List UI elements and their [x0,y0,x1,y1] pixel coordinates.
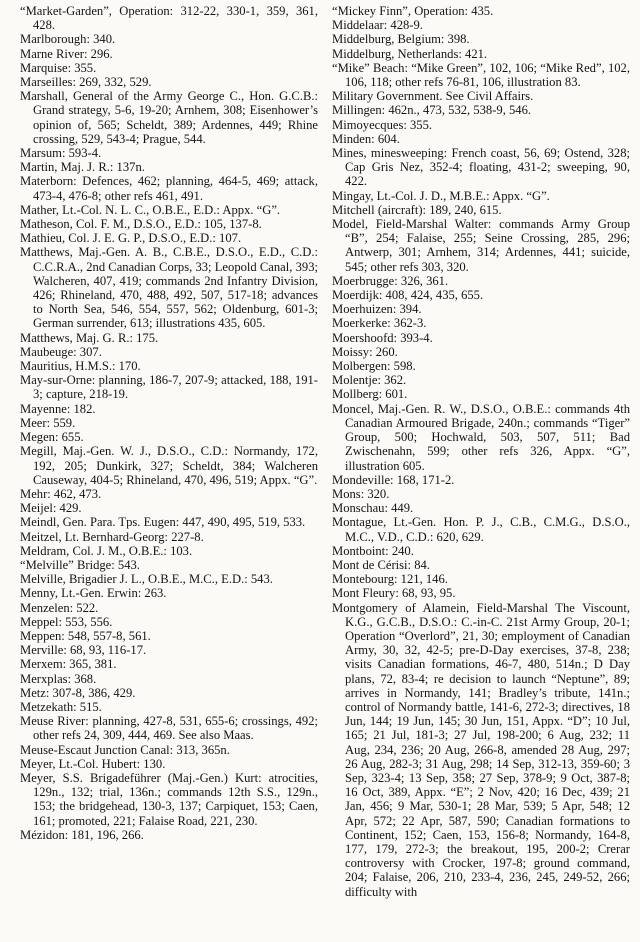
index-entry: “Mickey Finn”, Operation: 435. [332,4,494,18]
index-entry: Marlborough: 340. [20,32,116,47]
index-entry: Matthews, Maj. G. R.: 175. [20,330,159,345]
index-entry: Mather, Lt.-Col. N. L. C., O.B.E., E.D.: Appx. “G”. [20,202,281,217]
index-entry: Millingen: 462n., 473, 532, 538-9, 546. [332,103,532,118]
index-entry: Montebourg: 121, 146. [332,572,448,587]
index-entry: Melville, Brigadier J. L., O.B.E., M.C., E.D.: 543. [20,572,273,587]
index-entry: Moerkerke: 362-3. [332,316,427,331]
index-entry: Moerhuizen: 394. [332,302,422,317]
index-entry: Merxem: 365, 381. [20,657,117,672]
index-entry: Merville: 68, 93, 116-17. [20,643,147,658]
index-entry: Moershoofd: 393-4. [332,330,433,345]
index-entry: Mitchell (aircraft): 189, 240, 615. [332,202,502,217]
index-entry: Montgomery of Alamein, Field-Marshal The Viscount, K.G., G.C.B., D.S.O.: C.-in-C. 21st Army Group, 20-1; Operation “Overlord”, 21, 30; employment of Canadian Army, 30, 32, 42-5; pre-D-Day exercises, 37-8, 238; visits Canadian formations, 46-7, 480, 514n.; D Day plans, 72, 83-4; re decision to launch “Neptune”, 89; arrives in Normandy, 141; Bradley’s tribute, 141n.; control of Normandy battle, 141-6, 272-3; directives, 18 Jun, 144; 19 Jun, 145; 30 Jun, 151, Appx. “D”; 10 Jul, 165; 21 Jul, 181-3; 27 Jul, 198-200; 6 Aug, 232; 11 Aug, 234, 236; 20 Aug, 266-8, amended 28 Aug, 297; 26 Aug, 282-3; 31 Aug, 298; 14 Sep, 312-13, 359-60; 3 Sep, 323-4; 13 Sep, 358; 27 Sep, 378-9; 9 Oct, 387-8; 16 Oct, 389, Appx. “E”; 2 Nov, 420; 16 Dec, 439; 21 Jan, 456; 9 Mar, 530-1; 28 Mar, 539; 5 Apr, 548; 12 Apr, 572; 22 Apr, 587, 590; Canadian formations to Continent, 152; Caen, 153, 156-8; Normandy, 164-8, 177, 179, 272-3; the breakout, 195, 200-2; Crerar controversy with Crocker, 197-8; ground command, 204; Falaise, 206, 210, 233-4, 236, 245, 249-52, 266; difficulty with [332,600,630,899]
index-entry: Menny, Lt.-Gen. Erwin: 263. [20,586,167,601]
index-entry: Minden: 604. [332,131,400,146]
index-entry: Moerdijk: 408, 424, 435, 655. [332,288,484,303]
index-entry: Military Government. See Civil Affairs. [332,89,534,104]
index-entry: Mézidon: 181, 196, 266. [20,827,144,842]
index-entry: Mimoyecques: 355. [332,117,433,132]
index-entry: Monschau: 449. [332,501,414,516]
index-entry: Merxplas: 368. [20,671,97,686]
index-entry: Marne River: 296. [20,46,113,61]
index-entry: Moncel, Maj.-Gen. R. W., D.S.O., O.B.E.: commands 4th Canadian Armoured Brigade, 240n.; commands “Tiger” Group, 500; Hochwald, 503, 507, 511; Bad Zwischenahn, 599; other refs 326, Appx. “G”, illustration 605. [332,401,630,473]
index-entry: Mayenne: 182. [20,401,96,416]
index-entry: Matthews, Maj.-Gen. A. B., C.B.E., D.S.O., E.D., C.D.: C.C.R.A., 2nd Canadian Corps, 33; Leopold Canal, 393; Walcheren, 407, 419; commands 2nd Infantry Division, 426; Rhineland, 470, 488, 492, 507, 517-18; advances to North Sea, 546, 554, 557, 562; Oldenburg, 601-3; German surrender, 613; illustrations 435, 605. [20,245,318,331]
index-entry: Moerbrugge: 326, 361. [332,273,449,288]
index-entry: Megen: 655. [20,430,84,445]
index-entry: Matheson, Col. F. M., D.S.O., E.D.: 105, 137-8. [20,217,262,232]
index-entry: “Market-Garden”, Operation: 312-22, 330-1, 359, 361, 428. [20,4,318,33]
index-entry: Meijel: 429. [20,501,82,516]
index-column-right [332,4,630,942]
index-entry: Marseilles: 269, 332, 529. [20,75,152,90]
index-entry: “Mike” Beach: “Mike Green”, 102, 106; “Mike Red”, 102, 106, 118; other refs 76-81, 106, illustration 83. [332,60,630,90]
index-entry: Montboint: 240. [332,543,414,558]
index-entry: Marshall, General of the Army George C., Hon. G.C.B.: Grand strategy, 5-6, 19-20; Arnhem, 308; Eisenhower’s opinion of, 565; Scheldt, 389; Ardennes, 449; Rhine crossing, 529, 543-4; Prague, 544. [20,89,318,146]
index-entry: “Melville” Bridge: 543. [20,557,140,572]
index-entry: May-sur-Orne: planning, 186-7, 207-9; attacked, 188, 191-3; capture, 218-19. [20,373,318,402]
index-entry: Meuse-Escaut Junction Canal: 313, 365n. [20,742,230,757]
index-entry: Maubeuge: 307. [20,344,102,359]
index-entry: Moissy: 260. [332,344,398,359]
index-entry: Mollberg: 601. [332,387,408,402]
index-entry: Metzekath: 515. [20,699,102,714]
index-entry: Mingay, Lt.-Col. J. D., M.B.E.: Appx. “G”. [332,188,550,203]
index-entry: Meyer, Lt.-Col. Hubert: 130. [20,756,166,771]
index-entry: Marquise: 355. [20,60,97,75]
index-entry: Mathieu, Col. J. E. G. P., D.S.O., E.D.: 107. [20,231,242,246]
index-entry: Mont Fleury: 68, 93, 95. [332,586,456,601]
index-entry: Meindl, Gen. Para. Tps. Eugen: 447, 490, 495, 519, 533. [20,515,306,530]
index-entry: Mehr: 462, 473. [20,486,102,501]
index-entry: Molentje: 362. [332,373,407,388]
index-entry: Mondeville: 168, 171-2. [332,472,455,487]
index-entry: Mines, minesweeping: French coast, 56, 69; Ostend, 328; Cap Gris Nez, 352-4; floating, 431-2; sweeping, 90, 422. [332,146,630,189]
index-entry: Mont de Cérisi: 84. [332,557,430,572]
index-column-left [20,4,318,942]
index-entry: Menzelen: 522. [20,600,99,615]
index-entry: Molbergen: 598. [332,359,416,374]
index-entry: Megill, Maj.-Gen. W. J., D.S.O., C.D.: Normandy, 172, 192, 205; Dunkirk, 327; Scheldt, 384; Walcheren Causeway, 404-5; Rhineland, 470, 496, 519; Appx. “G”. [20,444,318,487]
index-entry: Meyer, S.S. Brigadeführer (Maj.-Gen.) Kurt: atrocities, 129n., 132; trial, 136n.; commands 12th S.S., 129n., 153; the bridgehead, 130-3, 137; Carpiquet, 153; Caen, 161; promoted, 221; Falaise Road, 221, 230. [20,770,318,828]
index-entry: Mons: 320. [332,486,390,501]
index-entry: Meldram, Col. J. M., O.B.E.: 103. [20,543,193,558]
index-entry: Montague, Lt.-Gen. Hon. P. J., C.B., C.M.G., D.S.O., M.C., V.D., C.D.: 620, 629. [332,515,630,544]
index-entry: Materborn: Defences, 462; planning, 464-5, 469; attack, 473-4, 476-8; other refs 461, 491. [20,174,318,203]
index-entry: Middelaar: 428-9. [332,18,423,33]
index-entry: Meppel: 553, 556. [20,614,113,629]
index-entry: Meer: 559. [20,415,76,430]
index-entry: Mauritius, H.M.S.: 170. [20,359,141,374]
index-entry: Middelburg, Belgium: 398. [332,32,470,47]
index-entry: Martin, Maj. J. R.: 137n. [20,160,145,175]
index-entry: Meuse River: planning, 427-8, 531, 655-6; crossings, 492; other refs 24, 309, 444, 469. See also Maas. [20,714,318,743]
index-entry: Model, Field-Marshal Walter: commands Army Group “B”, 254; Falaise, 255; Seine Crossing, 285, 296; Antwerp, 301; Arnhem, 314; Ardennes, 441; suicide, 545; other refs 303, 320. [332,217,630,274]
index-entry: Marsum: 593-4. [20,146,102,161]
index-entry: Middelburg, Netherlands: 421. [332,46,488,61]
index-entry: Meitzel, Lt. Bernhard-Georg: 227-8. [20,529,204,544]
index-entry: Metz: 307-8, 386, 429. [20,685,136,700]
index-entry: Meppen: 548, 557-8, 561. [20,628,151,643]
